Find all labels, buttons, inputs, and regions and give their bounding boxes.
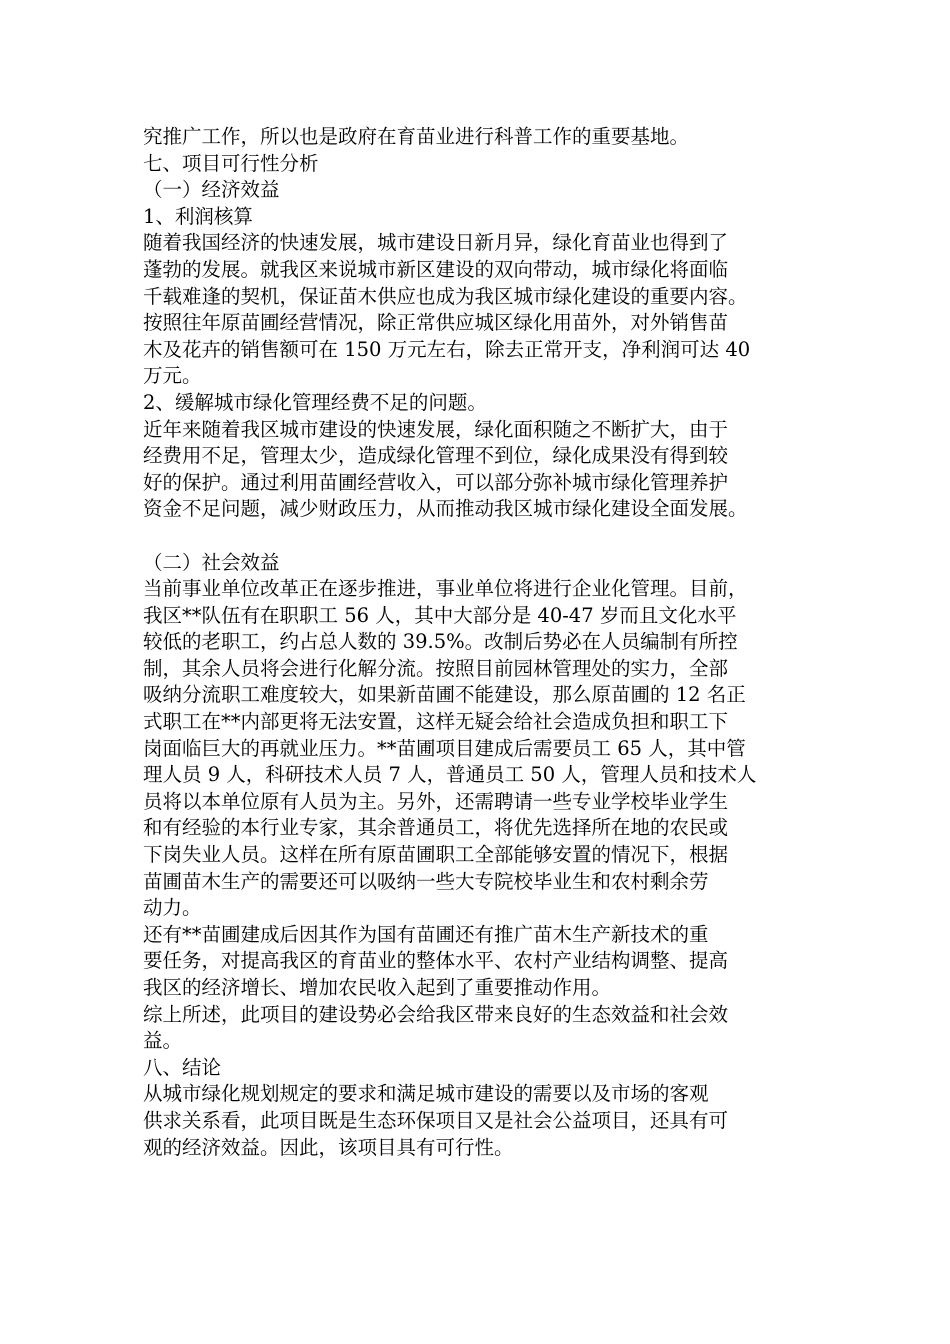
- text-line: 当前事业单位改革正在逐步推进，事业单位将进行企业化管理。目前，: [143, 577, 748, 601]
- text-line: 1、利润核算: [143, 204, 253, 228]
- text-line: 好的保护。通过利用苗圃经营收入，可以部分弥补城市绿化管理养护: [143, 470, 729, 494]
- text-line: 式职工在**内部更将无法安置，这样无疑会给社会造成负担和职工下: [143, 710, 729, 734]
- conclusion-paragraph: [143, 1081, 813, 1161]
- profit-paragraph: [143, 230, 813, 390]
- text-line: 蓬勃的发展。就我区来说城市新区建设的双向带动，城市绿化将面临: [143, 257, 729, 281]
- text-line: 2、缓解城市绿化管理经费不足的问题。: [143, 390, 487, 414]
- funding-paragraph: [143, 417, 813, 523]
- text-line: 供求关系看，此项目既是生态环保项目又是社会公益项目，还具有可: [143, 1108, 729, 1132]
- text-line: （二）社会效益: [143, 550, 280, 574]
- text-line: 理人员 9 人，科研技术人员 7 人，普通员工 50 人，管理人员和技术人: [143, 763, 757, 787]
- text-line: 千载难逢的契机，保证苗木供应也成为我区城市绿化建设的重要内容。: [143, 284, 748, 308]
- document-body: [143, 124, 813, 1161]
- text-line: 我区的经济增长、增加农民收入起到了重要推动作用。: [143, 976, 612, 999]
- text-line: 我区**队伍有在职职工 56 人，其中大部分是 40-47 岁而且文化水平: [143, 603, 737, 627]
- text-line: （一）经济效益: [143, 178, 280, 202]
- subsection-economic-heading: [143, 177, 813, 204]
- text-line: 综上所述，此项目的建设势必会给我区带来良好的生态效益和社会效: [143, 1002, 729, 1026]
- text-line: 经费用不足，管理太少，造成绿化管理不到位，绿化成果没有得到较: [143, 444, 729, 468]
- text-line: 万元。: [143, 364, 202, 388]
- intro-paragraph-end: [143, 124, 813, 151]
- text-line: 随着我国经济的快速发展，城市建设日新月异，绿化育苗业也得到了: [143, 231, 729, 255]
- text-line: 益。: [143, 1029, 183, 1053]
- text-line: 岗面临巨大的再就业压力。**苗圃项目建成后需要员工 65 人，其中管: [143, 736, 746, 760]
- text-line: 下岗失业人员。这样在所有原苗圃职工全部能够安置的情况下，根据: [143, 843, 729, 867]
- text-line: 从城市绿化规划规定的要求和满足城市建设的需要以及市场的客观: [143, 1082, 709, 1106]
- text-line: 究推广工作，所以也是政府在育苗业进行科普工作的重要基地。: [143, 125, 690, 148]
- technology-paragraph: [143, 922, 813, 1002]
- text-line: 观的经济效益。因此，该项目具有可行性。: [143, 1135, 514, 1159]
- text-line: 八、结论: [143, 1055, 222, 1079]
- social-paragraph: [143, 576, 813, 922]
- text-line: 制，其余人员将会进行化解分流。按照目前园林管理处的实力，全部: [143, 656, 729, 680]
- text-line: 苗圃苗木生产的需要还可以吸纳一些大专院校毕业生和农村剩余劳: [143, 869, 709, 893]
- text-line: 要任务，对提高我区的育苗业的整体水平、农村产业结构调整、提高: [143, 949, 729, 973]
- text-line: 资金不足问题，减少财政压力，从而推动我区城市绿化建设全面发展。: [143, 497, 748, 521]
- section-8-heading: [143, 1055, 813, 1082]
- text-line: 吸纳分流职工难度较大，如果新苗圃不能建设，那么原苗圃的 12 名正: [143, 683, 746, 707]
- blank-line: [143, 523, 813, 550]
- text-line: 较低的老职工，约占总人数的 39.5%。改制后势必在人员编制有所控: [143, 630, 738, 654]
- text-line: 木及花卉的销售额可在 150 万元左右，除去正常开支，净利润可达 40: [143, 337, 751, 361]
- text-line: 和有经验的本行业专家，其余普通员工，将优先选择所在地的农民或: [143, 816, 729, 840]
- text-line: 按照往年原苗圃经营情况，除正常供应城区绿化用苗外，对外销售苗: [143, 311, 729, 335]
- text-line: 还有**苗圃建成后因其作为国有苗圃还有推广苗木生产新技术的重: [143, 922, 709, 946]
- text-line: 七、项目可行性分析: [143, 151, 319, 175]
- funding-issue-heading: [143, 390, 813, 417]
- text-line: 近年来随着我区城市建设的快速发展，绿化面积随之不断扩大，由于: [143, 417, 729, 441]
- text-line: 动力。: [143, 896, 202, 920]
- section-7-heading: [143, 151, 813, 178]
- text-line: 员将以本单位原有人员为主。另外，还需聘请一些专业学校毕业学生: [143, 789, 729, 813]
- summary-paragraph: [143, 1002, 813, 1055]
- subsection-social-heading: [143, 550, 813, 577]
- profit-accounting-heading: [143, 204, 813, 231]
